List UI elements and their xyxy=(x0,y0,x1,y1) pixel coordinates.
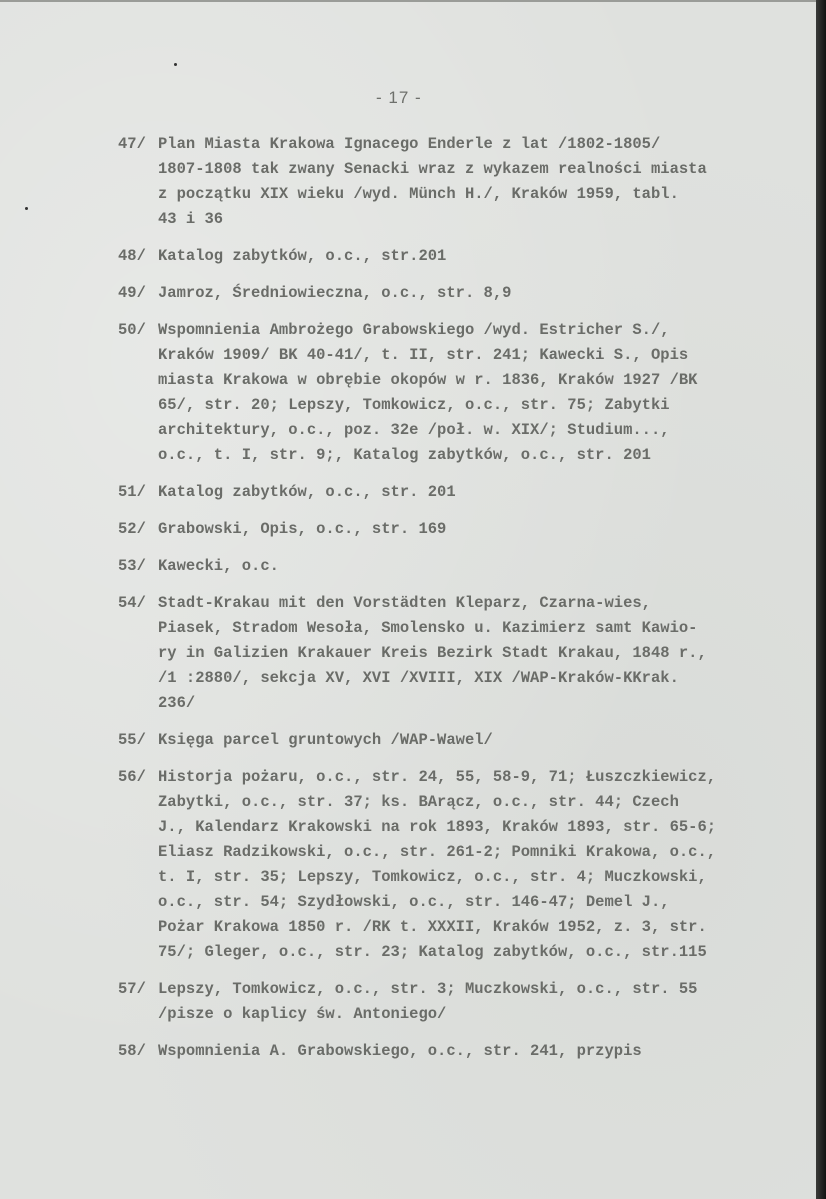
footnote-text xyxy=(158,977,808,1027)
footnote-line: Eliasz Radzikowski, o.c., str. 261-2; Pomniki Krakowa, o.c., xyxy=(158,843,717,861)
footnote-line: J., Kalendarz Krakowski na rok 1893, Kraków 1893, str. 65-6; xyxy=(158,818,717,836)
footnote-number: 48/ xyxy=(118,247,146,265)
footnote-line: 236/ xyxy=(158,694,196,712)
footnote-line: Jamroz, Średniowieczna, o.c., str. 8,9 xyxy=(158,284,512,302)
paper-speck xyxy=(174,63,177,66)
footnote-56 xyxy=(118,765,808,965)
footnote-line: z początku XIX wieku /wyd. Münch H./, Kraków 1959, tabl. xyxy=(158,185,679,203)
footnote-line: architektury, o.c., poz. 32e /poł. w. XIX/; Studium..., xyxy=(158,421,670,439)
footnote-line: /1 :2880/, sekcja XV, XVI /XVIII, XIX /WAP-Kraków-KKrak. xyxy=(158,669,679,687)
footnote-number: 53/ xyxy=(118,557,146,575)
footnote-line: Wspomnienia A. Grabowskiego, o.c., str. 241, przypis xyxy=(158,1042,642,1060)
footnote-line: Katalog zabytków, o.c., str. 201 xyxy=(158,483,456,501)
footnote-line: 1807-1808 tak zwany Senacki wraz z wykazem realności miasta xyxy=(158,160,707,178)
footnote-line: Wspomnienia Ambrożego Grabowskiego /wyd. Estricher S./, xyxy=(158,321,670,339)
footnote-line: Lepszy, Tomkowicz, o.c., str. 3; Muczkowski, o.c., str. 55 xyxy=(158,980,698,998)
footnote-48 xyxy=(118,244,808,269)
footnote-47 xyxy=(118,132,808,232)
footnotes-list xyxy=(118,132,808,1076)
footnote-number: 58/ xyxy=(118,1042,146,1060)
footnote-number: 52/ xyxy=(118,520,146,538)
scan-top-edge xyxy=(0,0,826,2)
footnote-text xyxy=(158,517,808,542)
footnote-line: Katalog zabytków, o.c., str.201 xyxy=(158,247,447,265)
footnote-number: 49/ xyxy=(118,284,146,302)
footnote-54 xyxy=(118,591,808,716)
footnote-number: 55/ xyxy=(118,731,146,749)
footnote-number: 47/ xyxy=(118,135,146,153)
footnote-line: o.c., t. I, str. 9;, Katalog zabytków, o.c., str. 201 xyxy=(158,446,651,464)
footnote-line: 65/, str. 20; Lepszy, Tomkowicz, o.c., str. 75; Zabytki xyxy=(158,396,670,414)
footnote-49 xyxy=(118,281,808,306)
footnote-number: 54/ xyxy=(118,594,146,612)
footnote-line: Grabowski, Opis, o.c., str. 169 xyxy=(158,520,447,538)
footnote-55 xyxy=(118,728,808,753)
footnote-text xyxy=(158,244,808,269)
footnote-line: Księga parcel gruntowych /WAP-Wawel/ xyxy=(158,731,493,749)
footnote-text xyxy=(158,554,808,579)
footnote-line: miasta Krakowa w obrębie okopów w r. 1836, Kraków 1927 /BK xyxy=(158,371,698,389)
footnote-text xyxy=(158,480,808,505)
footnote-line: Piasek, Stradom Wesoła, Smolensko u. Kazimierz samt Kawio- xyxy=(158,619,698,637)
footnote-58 xyxy=(118,1039,808,1064)
footnote-57 xyxy=(118,977,808,1027)
page-number: - 17 - xyxy=(376,88,422,107)
footnote-line: Zabytki, o.c., str. 37; ks. BArącz, o.c., str. 44; Czech xyxy=(158,793,679,811)
footnote-line: ry in Galizien Krakauer Kreis Bezirk Stadt Krakau, 1848 r., xyxy=(158,644,707,662)
footnote-line: /pisze o kaplicy św. Antoniego/ xyxy=(158,1005,447,1023)
paper-speck xyxy=(25,207,28,210)
footnote-line: Stadt-Krakau mit den Vorstädten Kleparz, Czarna-wies, xyxy=(158,594,651,612)
footnote-number: 57/ xyxy=(118,980,146,998)
footnote-text xyxy=(158,765,808,965)
footnote-text xyxy=(158,1039,808,1064)
footnote-52 xyxy=(118,517,808,542)
footnote-line: Pożar Krakowa 1850 r. /RK t. XXXII, Kraków 1952, z. 3, str. xyxy=(158,918,707,936)
footnote-line: Historja pożaru, o.c., str. 24, 55, 58-9, 71; Łuszczkiewicz, xyxy=(158,768,717,786)
footnote-number: 50/ xyxy=(118,321,146,339)
footnote-text xyxy=(158,591,808,716)
footnote-text xyxy=(158,728,808,753)
footnote-number: 56/ xyxy=(118,768,146,786)
footnote-line: o.c., str. 54; Szydłowski, o.c., str. 146-47; Demel J., xyxy=(158,893,670,911)
footnote-number: 51/ xyxy=(118,483,146,501)
footnote-text xyxy=(158,132,808,232)
footnote-line: 43 i 36 xyxy=(158,210,224,228)
footnote-line: Plan Miasta Krakowa Ignacego Enderle z lat /1802-1805/ xyxy=(158,135,661,153)
footnote-50 xyxy=(118,318,808,468)
footnote-line: t. I, str. 35; Lepszy, Tomkowicz, o.c., str. 4; Muczkowski, xyxy=(158,868,707,886)
footnote-51 xyxy=(118,480,808,505)
footnote-text xyxy=(158,281,808,306)
scan-right-edge xyxy=(816,0,826,1199)
footnote-line: Kraków 1909/ BK 40-41/, t. II, str. 241; Kawecki S., Opis xyxy=(158,346,689,364)
footnote-line: Kawecki, o.c. xyxy=(158,557,279,575)
footnote-text xyxy=(158,318,808,468)
footnote-line: 75/; Gleger, o.c., str. 23; Katalog zabytków, o.c., str.115 xyxy=(158,943,707,961)
footnote-53 xyxy=(118,554,808,579)
